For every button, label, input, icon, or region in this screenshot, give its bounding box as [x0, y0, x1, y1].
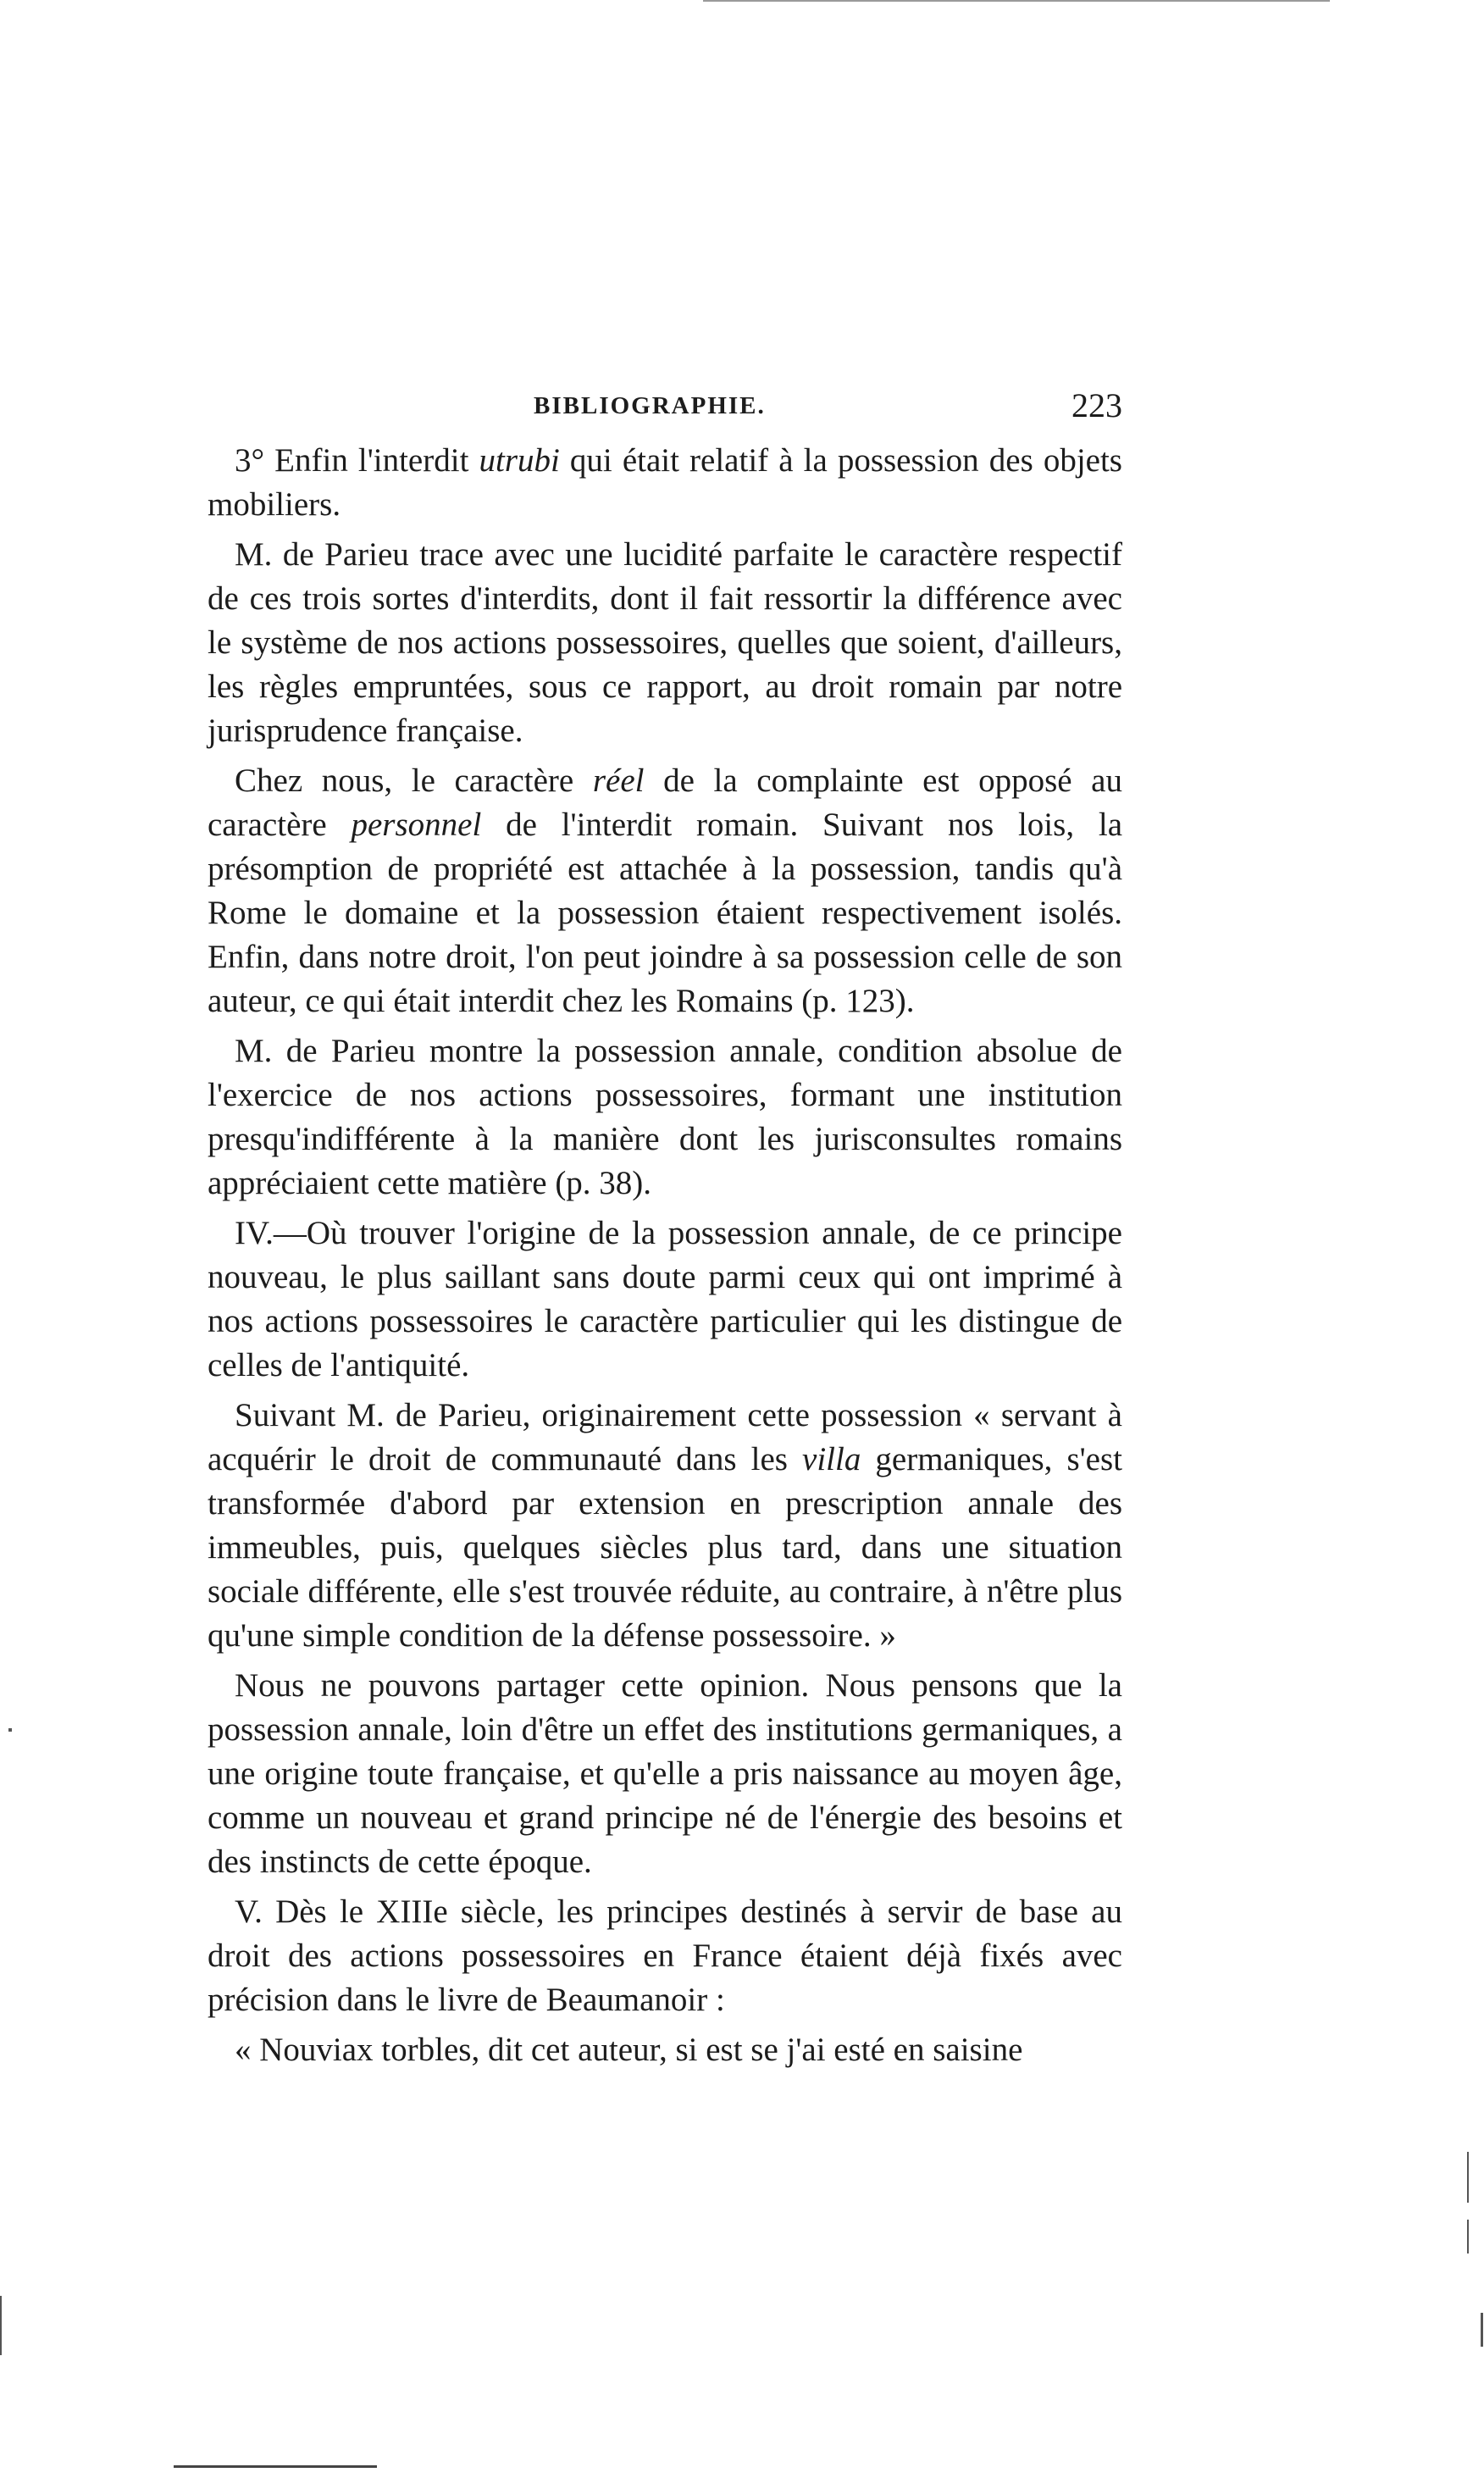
paragraph-section-v: V. Dès le XIIIe siècle, les principes destinés à servir de base au droit des actions possessoires en France étaient déjà fixés avec précision dans le livre de Beaumanoir : — [208, 1893, 1122, 2018]
scan-edge-mark — [1467, 2152, 1469, 2203]
paragraph-beaumanoir-quote: « Nouviax torbles, dit cet auteur, si est se j'ai esté en saisine — [235, 2032, 1023, 2068]
scan-edge-mark — [8, 1728, 12, 1732]
scan-edge-rule — [174, 2465, 377, 2468]
scan-edge-mark — [1481, 2313, 1483, 2347]
emphasis-personnel: personnel — [351, 807, 482, 843]
paragraph-parieu-interdits: M. de Parieu trace avec une lucidité parfaite le caractère respectif de ces trois sortes d'interdits, dont il fait ressortir la différence avec le système de nos actions possessoires, quelles que soient, d'ailleurs, les règles empruntées, sous ce rapport, au droit romain par notre jurisprudence française. — [208, 536, 1122, 749]
emphasis-reel: réel — [592, 762, 645, 799]
running-head: BIBLIOGRAPHIE. — [534, 392, 766, 419]
paragraph-opinion: Nous ne pouvons partager cette opinion. Nous pensons que la possession annale, loin d'être un effet des institutions germaniques, a une origine toute française, et qu'elle a pris naissance au moyen âge, comme un nouveau et grand principe né de l'énergie des besoins et des instincts de cette époque. — [208, 1667, 1122, 1880]
paragraph-section-iv: IV.—Où trouver l'origine de la possession annale, de ce principe nouveau, le plus saillant sans doute parmi ceux qui ont imprimé à nos actions possessoires le caractère particulier qui les distingue de celles de l'antiquité. — [208, 1215, 1122, 1383]
paragraph-villa: Suivant M. de Parieu, originairement cette possession « servant à acquérir le droit de communauté dans les villa germaniques, s'est transformée d'abord par extension en prescription annale des immeubles, puis, quelques siècles plus tard, dans une situation sociale différente, elle s'est trouvée réduite, au contraire, à n'être plus qu'une simple condition de la défense possessoire. » — [208, 1397, 1123, 1654]
scan-edge-rule — [703, 0, 1330, 2]
paragraph-complainte: Chez nous, le caractère réel de la complainte est opposé au caractère personnel de l'interdit romain. Suivant nos lois, la présomption de propriété est attachée à la possession, tandis qu'à Rome le domaine et la possession étaient respectivement isolés. Enfin, dans notre droit, l'on peut joindre à sa possession celle de son auteur, ce qui était interdit chez les Romains (p. 123). — [208, 762, 1123, 1019]
scan-edge-mark — [1467, 2220, 1469, 2253]
page-number: 223 — [1071, 386, 1122, 424]
emphasis-villa: villa — [802, 1441, 861, 1477]
paragraph-possession-annale: M. de Parieu montre la possession annale, condition absolue de l'exercice de nos actions possessoires, formant une institution presqu'indifférente à la manière dont les jurisconsultes romains appréciaient cette matière (p. 38). — [208, 1033, 1122, 1201]
paragraph-utrubi: 3° Enfin l'interdit utrubi qui était relatif à la possession des objets mobiliers. — [208, 442, 1122, 523]
emphasis-utrubi: utrubi — [479, 442, 560, 479]
page-header — [208, 385, 1122, 436]
body-text — [208, 439, 1122, 2078]
scan-edge-mark — [0, 2296, 2, 2355]
